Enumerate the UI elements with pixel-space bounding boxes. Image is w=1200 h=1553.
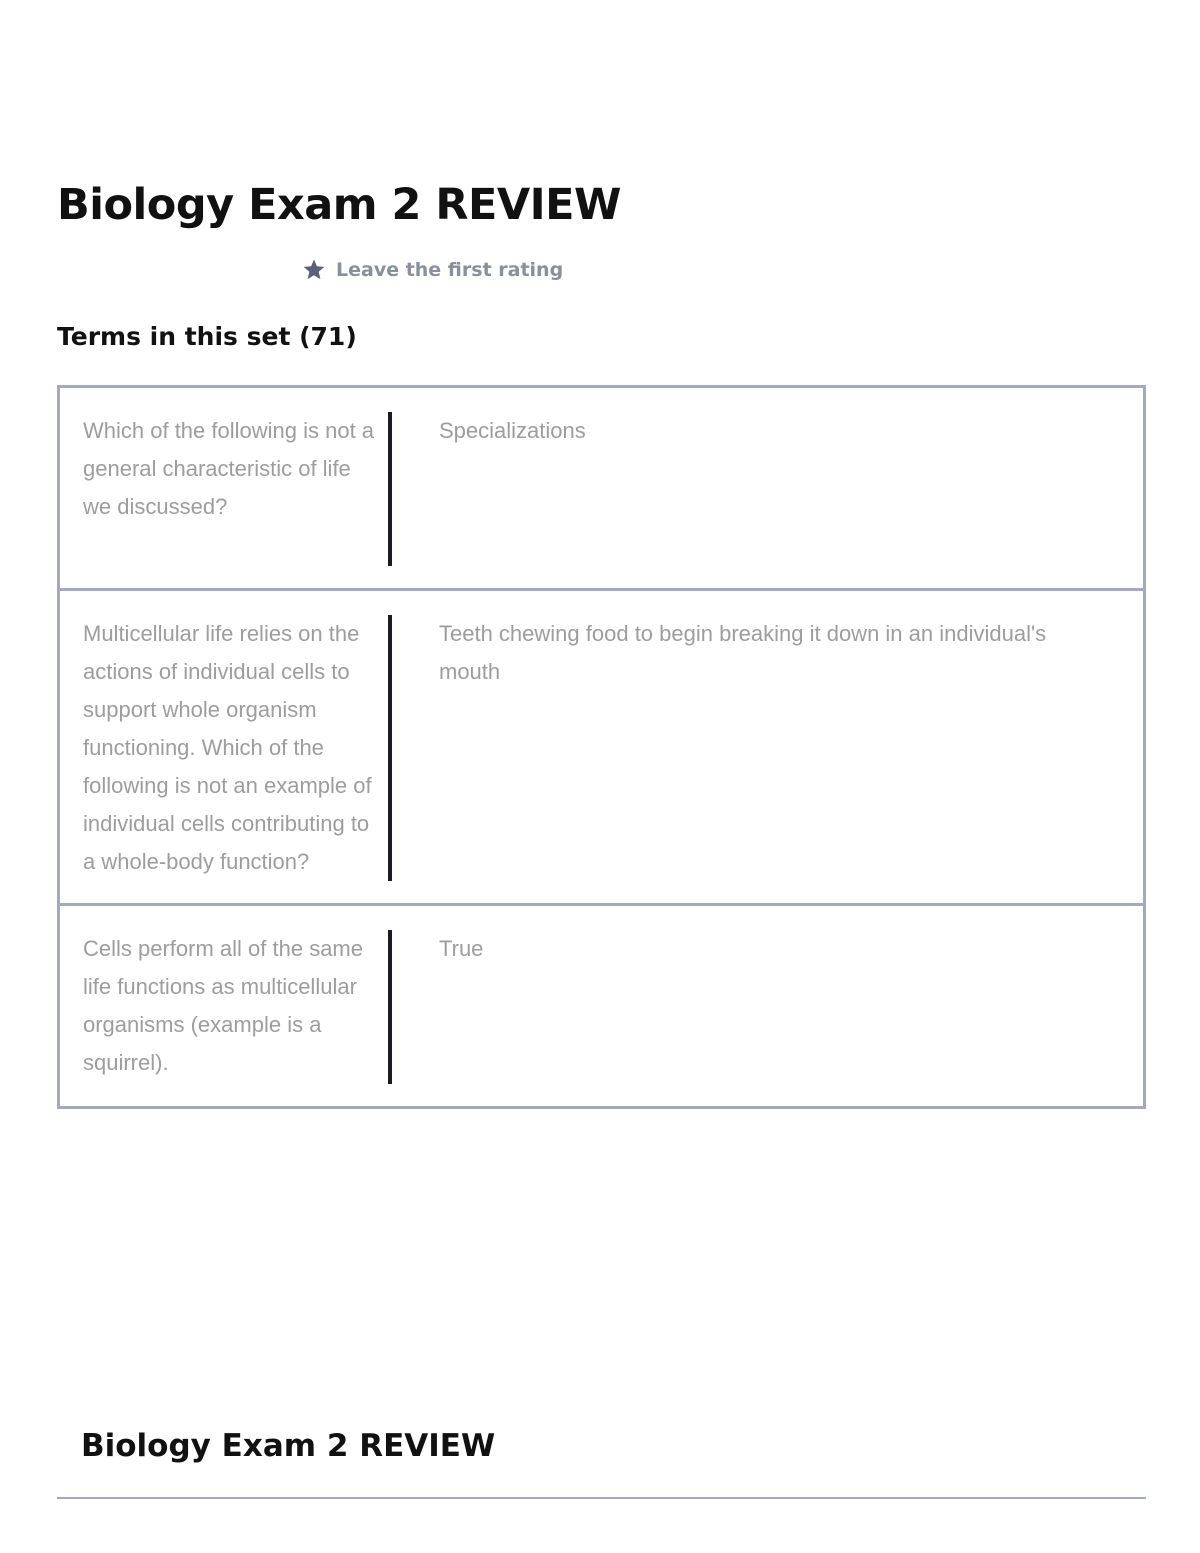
term-text: Which of the following is not a general characteristic of life we discussed? — [60, 412, 392, 566]
leave-rating-link[interactable]: Leave the first rating — [336, 259, 564, 281]
terms-count-heading: Terms in this set (71) — [57, 322, 357, 351]
term-card — [57, 385, 1146, 591]
term-card — [57, 588, 1146, 906]
page-title: Biology Exam 2 REVIEW — [57, 180, 621, 230]
footer-divider — [57, 1497, 1146, 1499]
term-text: Cells perform all of the same life functions as multicellular organisms (example is a squirrel). — [60, 930, 392, 1084]
definition-text: Teeth chewing food to begin breaking it down in an individual's mouth — [439, 621, 1047, 684]
definition-text: Specializations — [439, 418, 586, 443]
terms-list — [57, 385, 1146, 1109]
star-icon[interactable] — [302, 258, 326, 282]
term-text: Multicellular life relies on the actions of individual cells to support whole organism functioning. Which of the following is not an example of individual cells contributing to a whole-body function? — [60, 615, 392, 881]
term-card — [57, 903, 1146, 1109]
rating-row[interactable] — [302, 256, 563, 284]
definition-text: True — [439, 936, 484, 961]
footer-title: Biology Exam 2 REVIEW — [81, 1428, 496, 1464]
